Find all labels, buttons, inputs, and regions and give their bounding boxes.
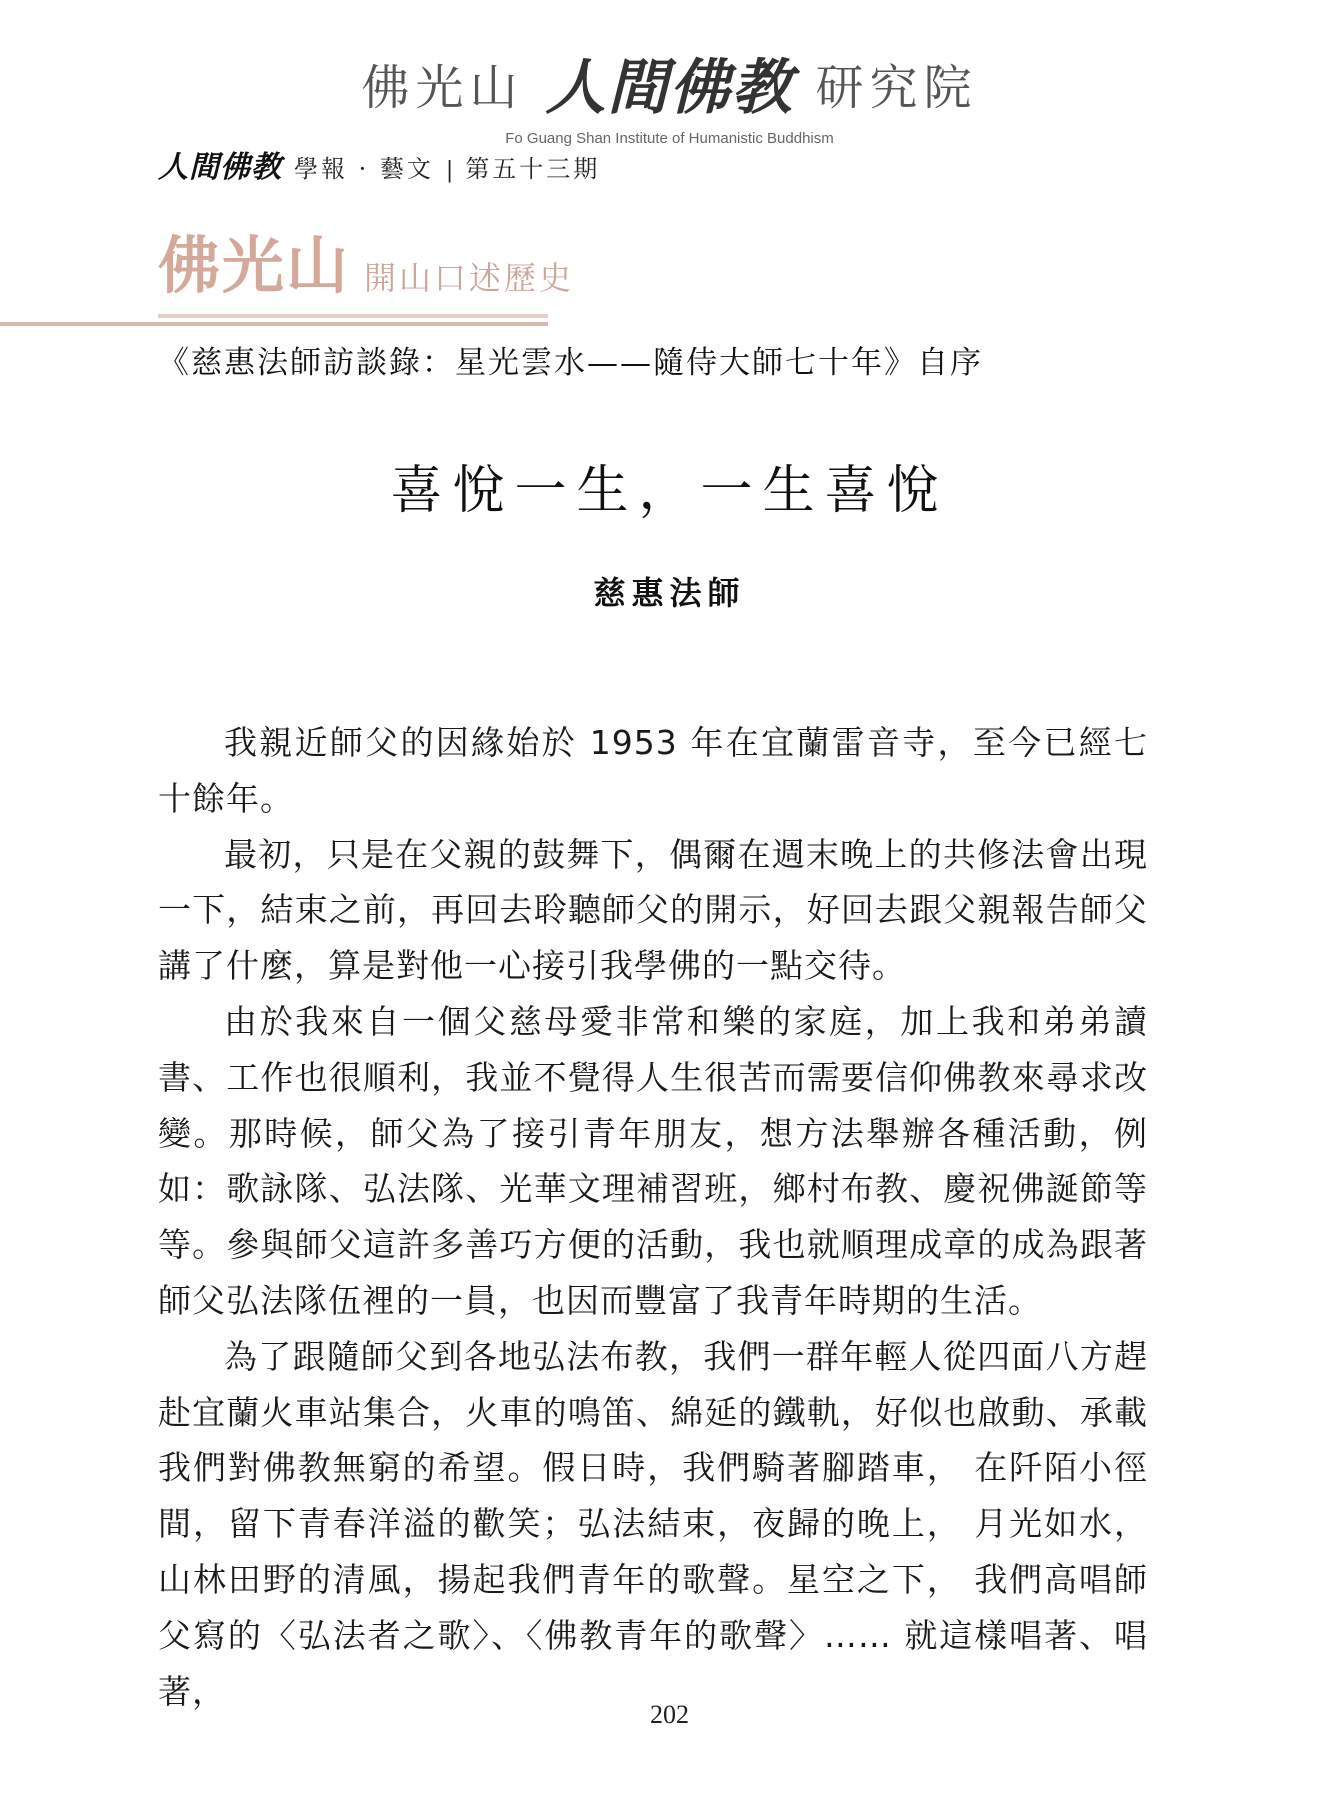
journal-line [158,142,600,186]
body-paragraph: 為了跟隨師父到各地弘法布教，我們一群年輕人從四面八方趕赴宜蘭火車站集合，火車的鳴笛、綿延的鐵軌，好似也啟動、承載我們對佛教無窮的希望。假日時，我們騎著腳踏車， 在阡陌小徑間，留下青春洋溢的歡笑；弘法結束，夜歸的晚上， 月光如水，山林田野的清風，揚起我們青年的歌聲。星空之下， 我們高唱師父寫的〈弘法者之歌〉、〈佛教青年的歌聲〉…… 就這樣唱著、唱著， [158,1336,1148,1711]
journal-issue: 第五十三期 [465,155,601,183]
institute-name-right: 研究院 [815,59,978,116]
journal-separator: | [445,158,454,183]
institute-name-left: 佛光山 [361,59,524,116]
page-number: 202 [650,1700,689,1729]
section-underline [0,322,548,326]
body-paragraph: 我親近師父的因緣始於 1953 年在宜蘭雷音寺，至今已經七十餘年。 [158,723,1148,818]
book-subtitle: 《慈惠法師訪談錄：星光雲水——隨侍大師七十年》自序 [158,345,983,381]
section-underline-accent [158,314,548,318]
institute-name [361,40,977,126]
article-title: 喜悅一生，一生喜悅 [390,461,949,521]
section-tag [158,229,575,302]
journal-logo: 人間佛教 [158,150,282,185]
section-tag-sub: 開山口述歷史 [364,258,575,297]
body-paragraph: 由於我來自一個父慈母愛非常和樂的家庭，加上我和弟弟讀書、工作也很順利，我並不覺得人生很苦而需要信仰佛教來尋求改變。那時候，師父為了接引青年朋友，想方法舉辦各種活動，例如：歌詠隊、弘法隊、光華文理補習班，鄉村布教、慶祝佛誕節等等。參與師父這許多善巧方便的活動，我也就順理成章的成為跟著師父弘法隊伍裡的一員，也因而豐富了我青年時期的生活。 [158,1001,1148,1320]
article-body [158,715,1148,1719]
article-author: 慈惠法師 [593,574,746,612]
section-tag-main: 佛光山 [158,229,351,302]
institute-logo-calligraphy: 人間佛教 [545,53,794,123]
body-paragraph: 最初，只是在父親的鼓舞下，偶爾在週末晚上的共修法會出現一下，結束之前，再回去聆聽師父的開示，好回去跟父親報告師父講了什麼，算是對他一心接引我學佛的一點交待。 [158,834,1148,986]
institute-header [0,40,1339,147]
institute-english-name: Fo Guang Shan Institute of Humanistic Buddhism [505,130,834,147]
journal-section: 學報 · 藝文 [294,155,434,183]
